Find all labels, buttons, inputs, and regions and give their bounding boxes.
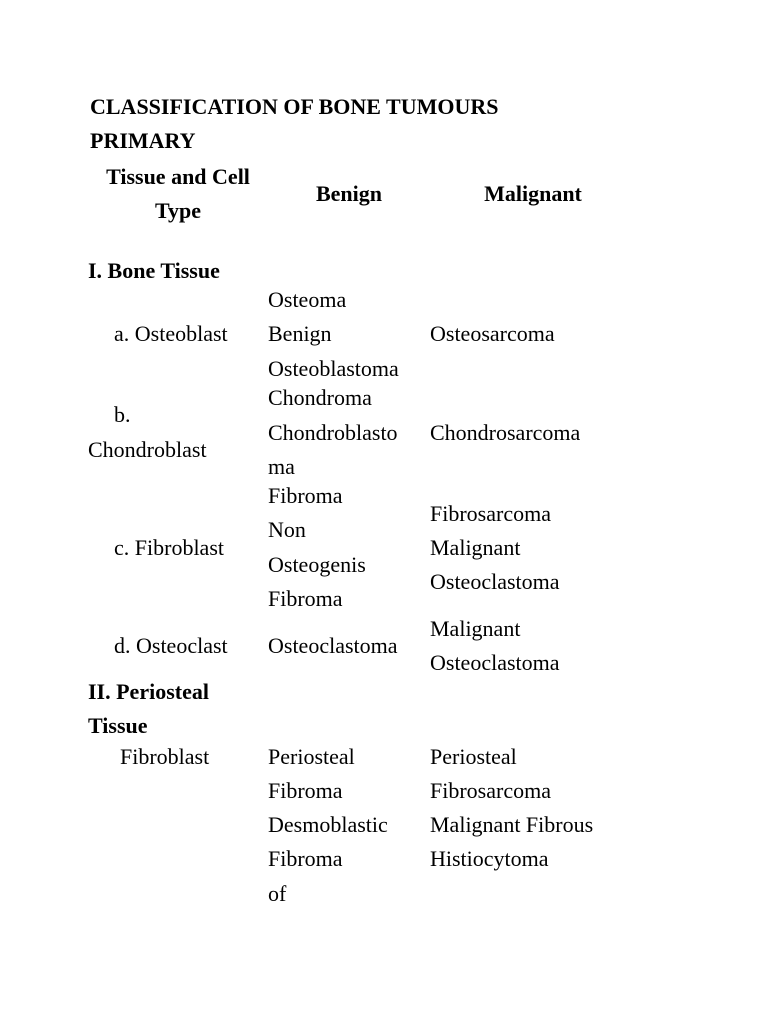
row-osteoclast-malignant-line2: Osteoclastoma (430, 650, 560, 675)
row-fibroblast-benign-line2: Non (268, 517, 306, 542)
document-title: CLASSIFICATION OF BONE TUMOURS (90, 94, 499, 119)
row-osteoclast-benign: Osteoclastoma (268, 633, 398, 658)
row-periosteal-benign-line1: Periosteal (268, 744, 355, 769)
row-osteoblast-malignant: Osteosarcoma (430, 321, 555, 346)
row-periosteal-benign-line2: Fibroma (268, 778, 343, 803)
row-periosteal-malignant-line2: Fibrosarcoma (430, 778, 551, 803)
row-periosteal-benign-line5: of (268, 881, 287, 906)
row-fibroblast-benign-line4: Fibroma (268, 586, 343, 611)
row-periosteal-malignant-line4: Histiocytoma (430, 846, 549, 871)
row-periosteal-fibroblast-cell-type: Fibroblast (120, 744, 210, 769)
row-fibroblast-malignant-line3: Osteoclastoma (430, 569, 560, 594)
row-osteoblast-benign-line1: Osteoma (268, 287, 347, 312)
section-bone-tissue-title: I. Bone Tissue (88, 258, 220, 283)
row-fibroblast-malignant-line1: Fibrosarcoma (430, 501, 551, 526)
header-malignant: Malignant (484, 181, 582, 206)
row-fibroblast-cell-type: c. Fibroblast (114, 535, 224, 560)
row-osteoblast-benign-line3: Osteoblastoma (268, 356, 399, 381)
row-osteoclast-malignant-line1: Malignant (430, 616, 521, 641)
section-periosteal-tissue-title-line2: Tissue (88, 713, 148, 738)
row-chondroblast-benign-line1: Chondroma (268, 385, 372, 410)
row-fibroblast-benign-line1: Fibroma (268, 483, 343, 508)
row-chondroblast-malignant: Chondrosarcoma (430, 420, 581, 445)
row-periosteal-benign-line4: Fibroma (268, 846, 343, 871)
row-fibroblast-benign-line3: Osteogenis (268, 552, 366, 577)
row-chondroblast-cell-type-line2: Chondroblast (88, 437, 207, 462)
header-benign: Benign (315, 181, 383, 206)
row-periosteal-malignant-line1: Periosteal (430, 744, 517, 769)
row-chondroblast-benign-line2: Chondroblasto (268, 420, 398, 445)
row-chondroblast-benign-line3: ma (268, 454, 295, 479)
row-chondroblast-cell-type-line1: b. (114, 402, 131, 427)
row-osteoclast-cell-type: d. Osteoclast (114, 633, 228, 658)
row-fibroblast-malignant-line2: Malignant (430, 535, 521, 560)
document-subtitle: PRIMARY (90, 128, 196, 153)
row-periosteal-benign-line3: Desmoblastic (268, 812, 388, 837)
header-tissue-line1: Tissue and Cell (106, 164, 250, 189)
row-periosteal-malignant-line3: Malignant Fibrous (430, 812, 594, 837)
row-osteoblast-benign-line2: Benign (268, 321, 332, 346)
header-tissue-line2: Type (154, 198, 202, 223)
row-osteoblast-cell-type: a. Osteoblast (114, 321, 228, 346)
section-periosteal-tissue-title-line1: II. Periosteal (88, 679, 209, 704)
